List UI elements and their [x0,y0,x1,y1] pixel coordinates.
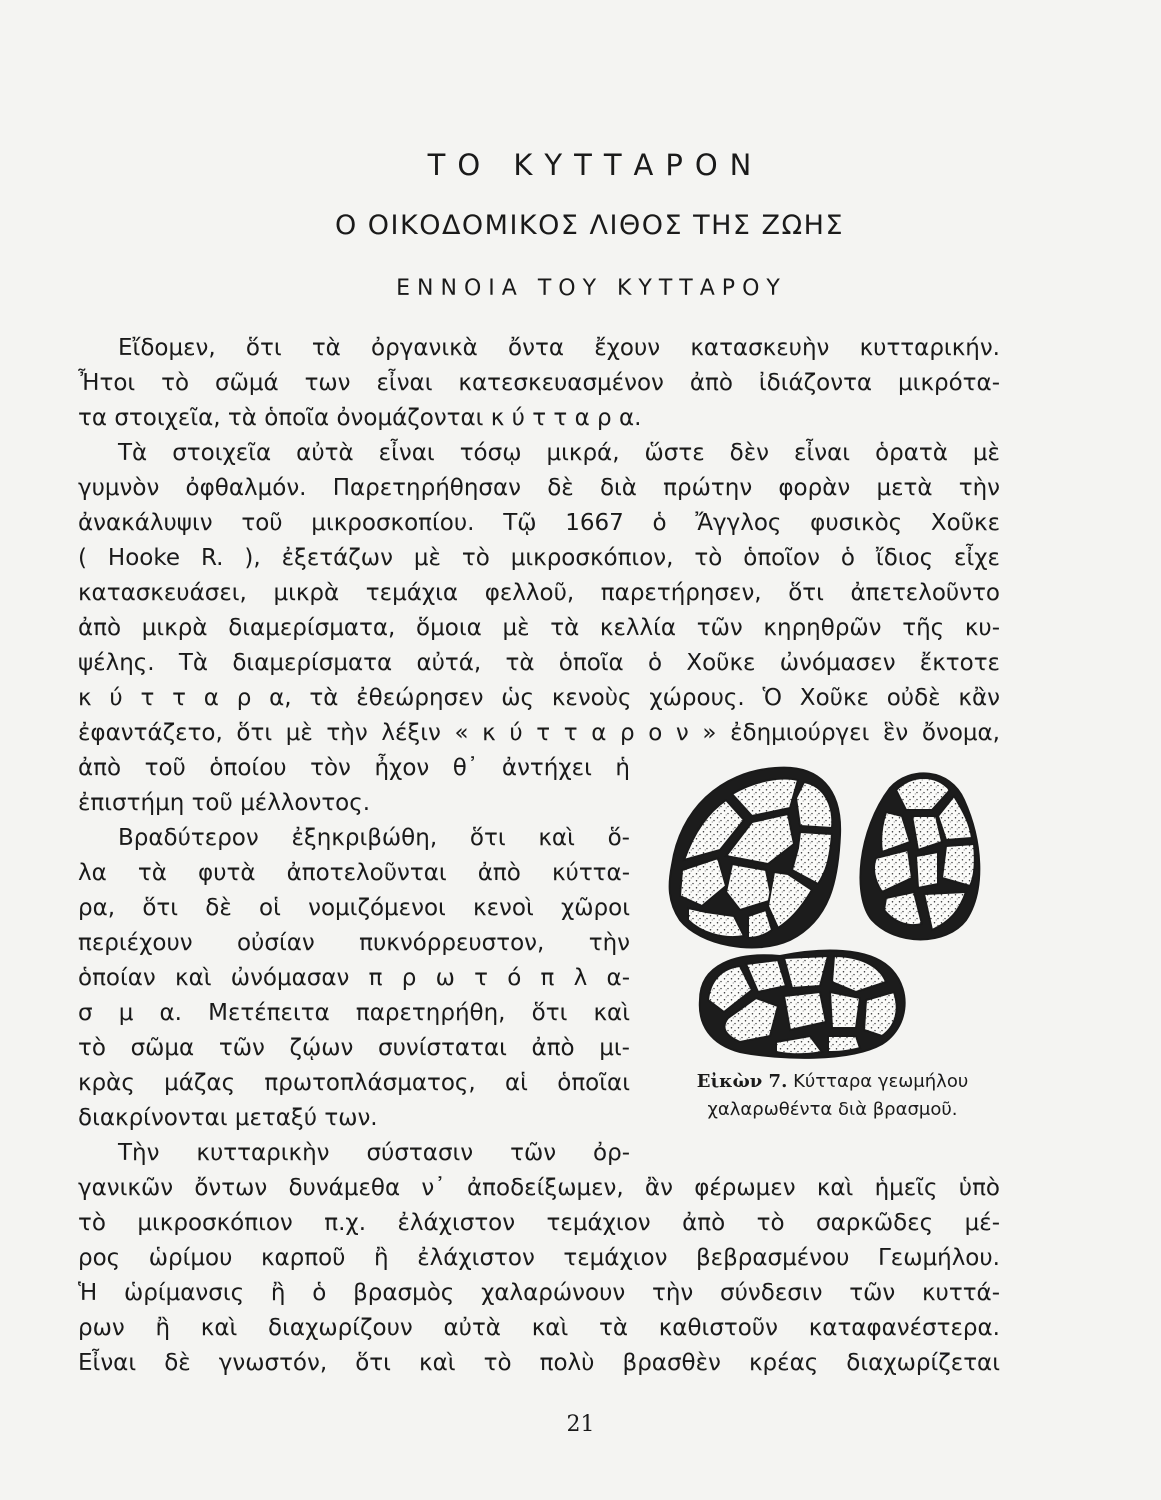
text-line: ρα, ὅτι δὲ οἱ νομιζόμενοι κενοὶ χῶροι [78,895,630,921]
text-line: τὸ μικροσκόπιον π.χ. ἐλάχιστον τεμάχιον ἀπὸ τὸ σαρκῶδες μέ- [78,1210,1000,1236]
text-line: Εἴδομεν, ὅτι τὰ ὀργανικὰ ὄντα ἔχουν κατασκευὴν κυτταρικήν. [118,335,1000,361]
text-line: γυμνὸν ὀφθαλμόν. Παρετηρήθησαν δὲ διὰ πρώτην φορὰν μετὰ τὴν [78,475,1000,501]
text-line: ἀνακάλυψιν τοῦ μικροσκοπίου. Τῷ 1667 ὁ Ἄγγλος φυσικὸς Χοῦκε [78,510,1000,536]
figure-label: Εἰκὼν 7. [696,1071,788,1092]
cell-cluster-bottom [700,951,905,1058]
text-line: ἐφαντάζετο, ὅτι μὲ τὴν λέξιν « κ ύ τ τ α ρ ο ν » ἐδημιούργει ἓν ὄνομα, [78,720,1000,746]
text-line: περιέχουν οὐσίαν πυκνόρρευστον, τὴν [78,930,630,956]
text-line: ( Hooke R. ), ἐξετάζων μὲ τὸ μικροσκόπιον, τὸ ὁποῖον ὁ ἴδιος εἶχε [78,545,1000,571]
caption-line-1: Κύτταρα γεωμήλου [793,1071,969,1092]
text-line: κ ύ τ τ α ρ α, τὰ ἐθεώρησεν ὡς κενοὺς χώρους. Ὁ Χοῦκε οὐδὲ κἂν [78,685,1000,711]
text-line: Τὰ στοιχεῖα αὐτὰ εἶναι τόσῳ μικρά, ὥστε δὲν εἶναι ὁρατὰ μὲ [118,440,1000,466]
text-line: γανικῶν ὄντων δυνάμεθα ν᾽ ἀποδείξωμεν, ἂν φέρωμεν καὶ ἡμεῖς ὑπὸ [78,1175,1000,1201]
text-line: λα τὰ φυτὰ ἀποτελοῦνται ἀπὸ κύττα- [78,860,630,886]
text-line: κρὰς μάζας πρωτοπλάσματος, αἱ ὁποῖαι [78,1070,630,1096]
text-line: τὸ σῶμα τῶν ζῴων συνίσταται ἀπὸ μι- [78,1035,630,1061]
text-line: ἐπιστήμη τοῦ μέλλοντος. [78,790,371,816]
text-line: Βραδύτερον ἐξηκριβώθη, ὅτι καὶ ὅ- [118,825,630,851]
text-line: Εἶναι δὲ γνωστόν, ὅτι καὶ τὸ πολὺ βρασθὲν κρέας διαχωρίζεται [78,1350,1000,1376]
text-line: ἀπὸ μικρὰ διαμερίσματα, ὅμοια μὲ τὰ κελλία τῶν κηρηθρῶν τῆς κυ- [78,615,1000,641]
text-line: ρων ἢ καὶ διαχωρίζουν αὐτὰ καὶ τὰ καθιστοῦν καταφανέστερα. [78,1315,1000,1341]
text-line: ρος ὡρίμου καρποῦ ἢ ἐλάχιστον τεμάχιον βεβρασμένου Γεωμήλου. [78,1245,1000,1271]
cell-cluster-right [860,773,979,939]
caption-line-2: χαλαρωθέντα διὰ βρασμοῦ. [707,1099,958,1120]
text-line: κατασκευάσει, μικρὰ τεμάχια φελλοῦ, παρετήρησεν, ὅτι ἀπετελοῦντο [78,580,1000,606]
page-subtitle: Ο ΟΙΚΟΔΟΜΙΚΟΣ ΛΙΘΟΣ ΤΗΣ ΖΩΗΣ [334,210,845,241]
text-line: Τὴν κυτταρικὴν σύστασιν τῶν ὀρ- [118,1140,630,1166]
text-line: ὁποίαν καὶ ὠνόμασαν π ρ ω τ ό π λ α- [78,965,630,991]
text-line: Ἦτοι τὸ σῶμά των εἶναι κατεσκευασμένον ἀπὸ ἰδιάζοντα μικρότα- [78,370,1000,396]
page-number: 21 [566,1412,595,1437]
page-title: ΤΟ ΚΥΤΤΑΡΟΝ [427,148,764,182]
cell-cluster-left [670,768,841,948]
figure-caption [650,1068,1015,1124]
text-line: σ μ α. Μετέπειτα παρετηρήθη, ὅτι καὶ [78,1000,630,1026]
text-line: τα στοιχεῖα, τὰ ὁποῖα ὀνομάζονται κ ύ τ τ α ρ α. [78,405,642,431]
text-line: διακρίνονται μεταξύ των. [78,1105,378,1131]
text-line: ἀπὸ τοῦ ὁποίου τὸν ἦχον θ᾽ ἀντήχει ἡ [78,755,630,781]
text-line: ψέλης. Τὰ διαμερίσματα αὐτά, τὰ ὁποῖα ὁ Χοῦκε ὠνόμασεν ἔκτοτε [78,650,1000,676]
text-line: Ἡ ὡρίμανσις ἢ ὁ βρασμὸς χαλαρώνουν τὴν σύνδεσιν τῶν κυττά- [78,1280,1000,1306]
section-title: ΕΝΝΟΙΑ ΤΟΥ ΚΥΤΤΑΡΟΥ [396,276,787,301]
potato-cells-illustration [660,760,1005,1065]
